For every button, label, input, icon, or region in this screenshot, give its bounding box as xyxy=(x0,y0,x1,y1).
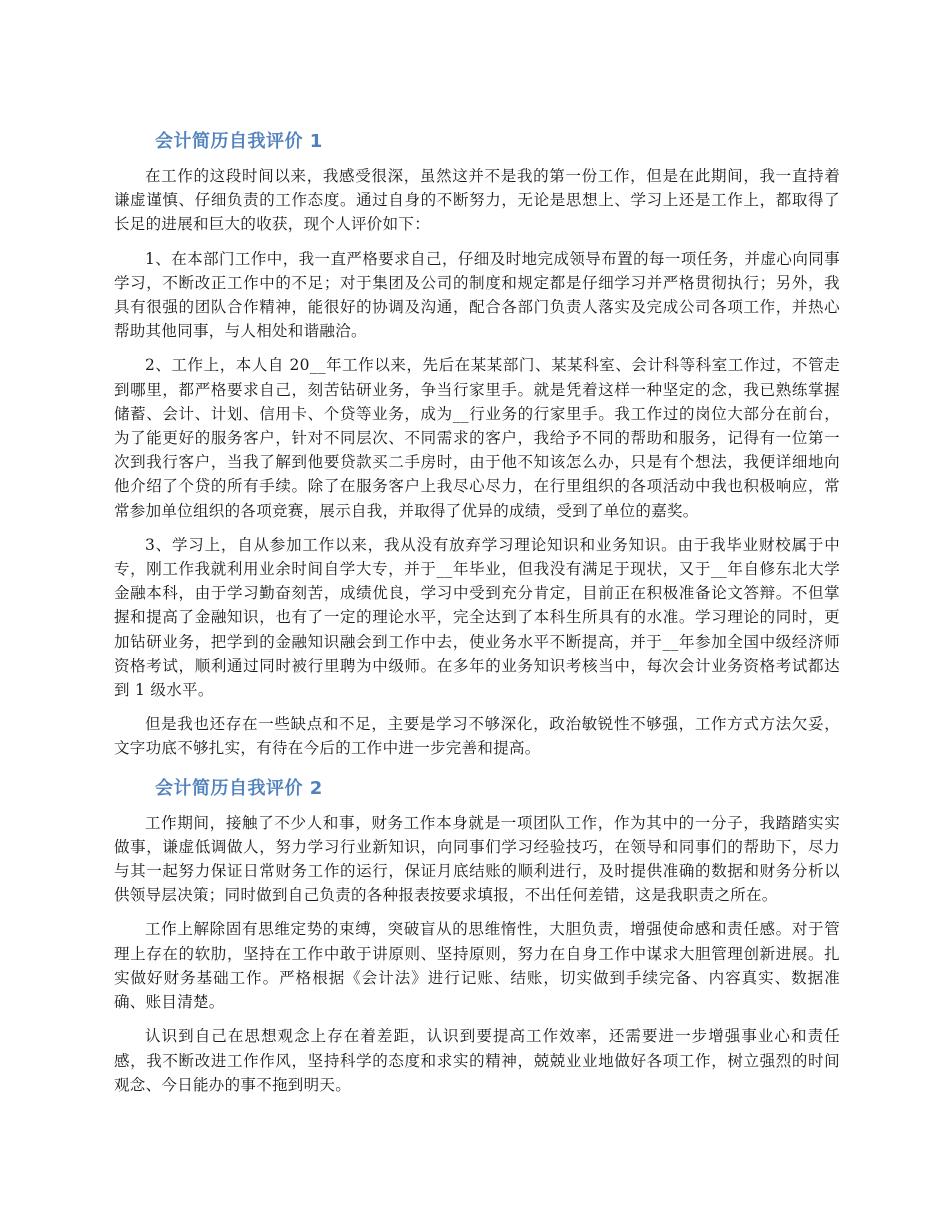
paragraph: 工作上解除固有思维定势的束缚，突破盲从的思维惰性，大胆负责，增强使命感和责任感。对于管理上存在的软肋，坚持在工作中敢于讲原则、坚持原则，努力在自身工作中谋求大胆管理创新进展。扎实做好财务基础工作。严格根据《会计法》进行记账、结账，切实做到手续完备、内容真实、数据准确、账目清楚。 xyxy=(114,920,840,1012)
section-title-2: 会计简历自我评价 2 xyxy=(155,777,323,799)
section-title-1: 会计简历自我评价 1 xyxy=(155,131,323,152)
paragraph: 认识到自己在思想观念上存在着差距，认识到要提高工作效率，还需要进一步增强事业心和责任感，我不断改进工作作风，坚持科学的态度和求实的精神，兢兢业业地做好各项工作，树立强烈的时间观念、今日能办的事不拖到明天。 xyxy=(114,1027,840,1094)
paragraph: 2、工作上，本人自 20__年工作以来，先后在某某部门、某某科室、会计科等科室工作过，不管走到哪里，都严格要求自己，刻苦钻研业务，争当行家里手。就是凭着这样一种坚定的念，我已熟练掌握储蓄、会计、计划、信用卡、个贷等业务，成为__行业务的行家里手。我工作过的岗位大部分在前台，为了能更好的服务客户，针对不同层次、不同需求的客户，我给予不同的帮助和服务，记得有一位第一次到我行客户，当我了解到他要贷款买二手房时，由于他不知该怎么办，只是有个想法，我便详细地向他介绍了个贷的所有手续。除了在服务客户上我尽心尽力，在行里组织的各项活动中我也积极响应，常常参加单位组织的各项竞赛，展示自我，并取得了优异的成绩，受到了单位的嘉奖。 xyxy=(114,356,840,520)
paragraph: 1、在本部门工作中，我一直严格要求自己，仔细及时地完成领导布置的每一项任务，并虚心向同事学习，不断改正工作中的不足；对于集团及公司的制度和规定都是仔细学习并严格贯彻执行；另外，我具有很强的团队合作精神，能很好的协调及沟通，配合各部门负责人落实及完成公司各项工作，并热心帮助其他同事，与人相处和谐融洽。 xyxy=(114,249,840,341)
paragraph: 但是我也还存在一些缺点和不足，主要是学习不够深化，政治敏锐性不够强，工作方式方法欠妥，文字功底不够扎实，有待在今后的工作中进一步完善和提高。 xyxy=(114,715,840,758)
paragraph: 工作期间，接触了不少人和事，财务工作本身就是一项团队工作，作为其中的一分子，我踏踏实实做事，谦虚低调做人，努力学习行业新知识，向同事们学习经验技巧，在领导和同事们的帮助下，尽力与其一起努力保证日常财务工作的运行，保证月底结账的顺利进行，及时提供准确的数据和财务分析以供领导层决策；同时做到自己负责的各种报表按要求填报，不出任何差错，这是我职责之所在。 xyxy=(114,813,840,905)
paragraph: 在工作的这段时间以来，我感受很深，虽然这并不是我的第一份工作，但是在此期间，我一直持着谦虚谨慎、仔细负责的工作态度。通过自身的不断努力，无论是思想上、学习上还是工作上，都取得了长足的进展和巨大的收获，现个人评价如下： xyxy=(114,167,840,234)
document-page xyxy=(114,128,840,1107)
paragraph: 3、学习上，自从参加工作以来，我从没有放弃学习理论知识和业务知识。由于我毕业财校属于中专，刚工作我就利用业余时间自学大专，并于__年毕业，但我没有满足于现状，又于__年自修东北大学金融本科，由于学习勤奋刻苦，成绩优良，学习中受到充分肯定，目前正在积极准备论文答辩。不但掌握和提高了金融知识，也有了一定的理论水平，完全达到了本科生所具有的水准。学习理论的同时，更加钻研业务，把学到的金融知识融会到工作中去，使业务水平不断提高，并于__年参加全国中级经济师资格考试，顺利通过同时被行里聘为中级师。在多年的业务知识考核当中，每次会计业务资格考试都达到 1 级水平。 xyxy=(114,535,840,700)
